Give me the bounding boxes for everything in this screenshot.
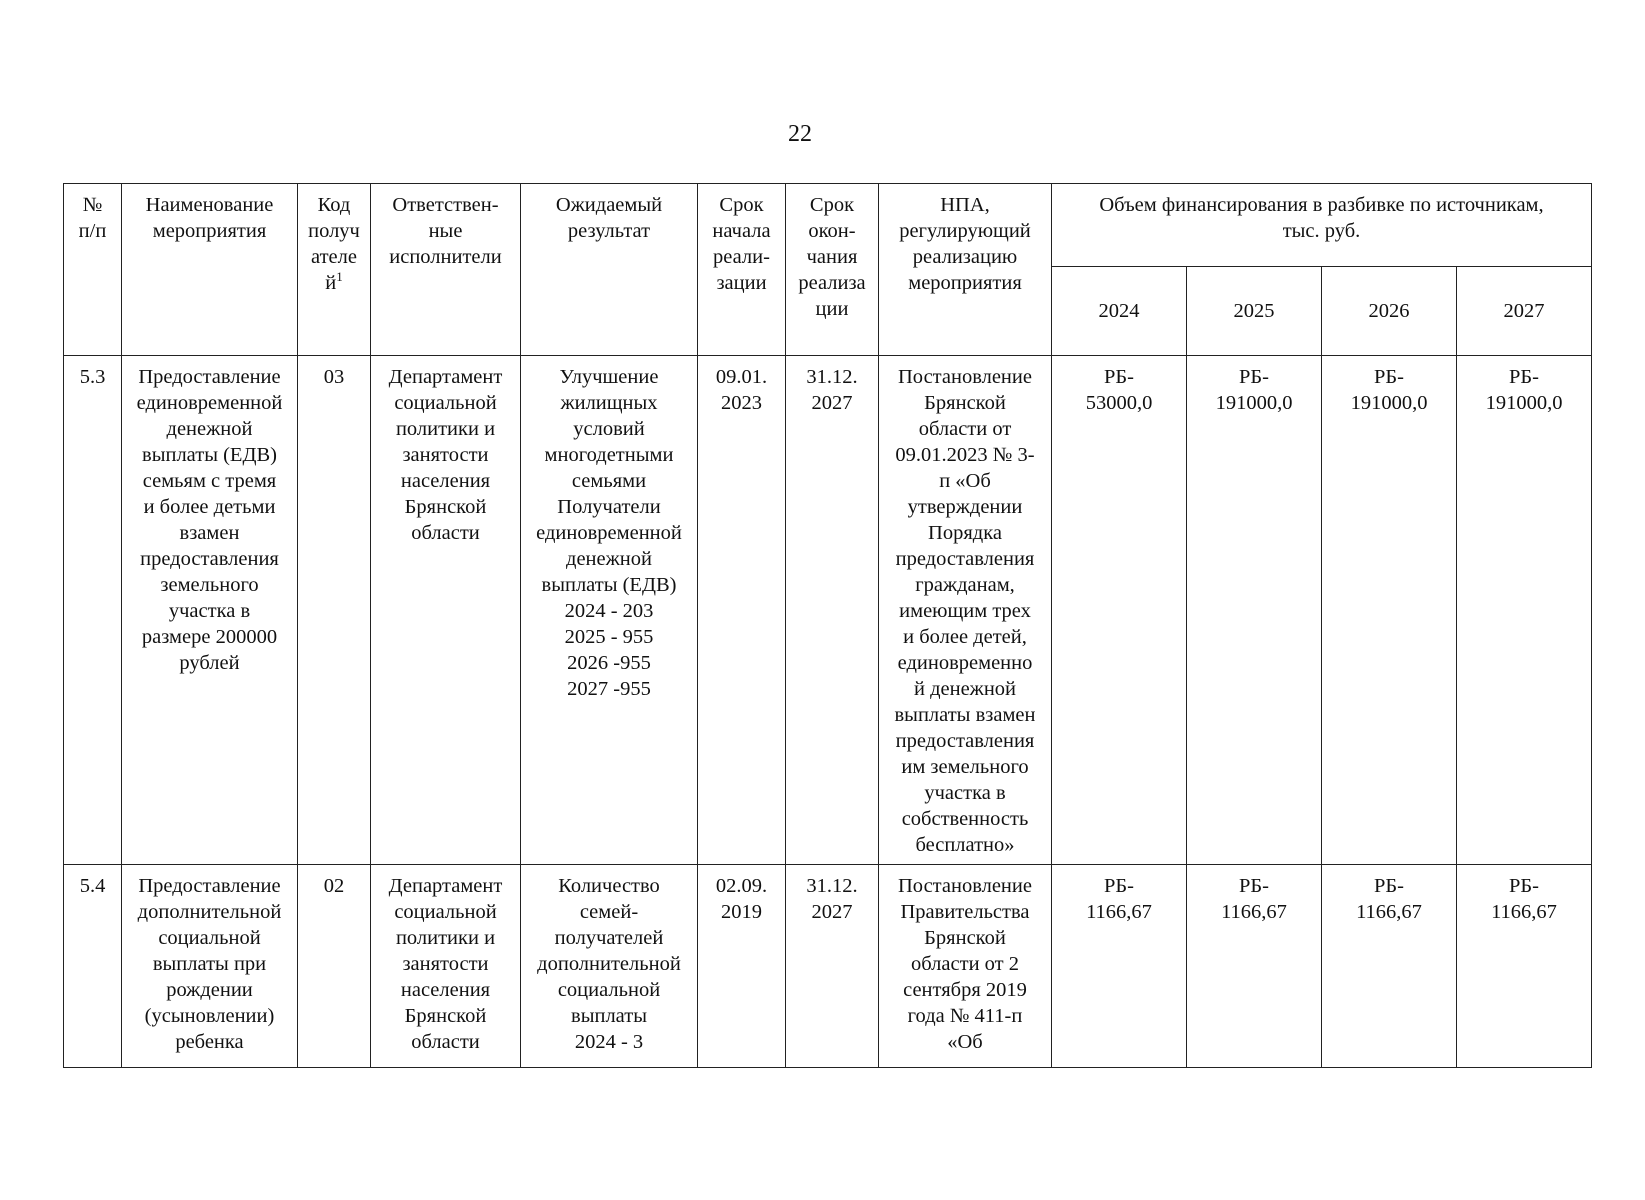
header-year-2026: 2026 bbox=[1322, 267, 1457, 356]
cell-end: 31.12. 2027 bbox=[786, 356, 879, 865]
cell-end: 31.12. 2027 bbox=[786, 865, 879, 1068]
header-funding: Объем финансирования в разбивке по источникам, тыс. руб. bbox=[1052, 184, 1592, 267]
cell-funding-2026: РБ- 1166,67 bbox=[1322, 865, 1457, 1068]
cell-funding-2025: РБ- 191000,0 bbox=[1187, 356, 1322, 865]
header-npa: НПА, регулирующий реализацию мероприятия bbox=[879, 184, 1052, 356]
header-executors: Ответствен- ные исполнители bbox=[371, 184, 521, 356]
cell-funding-2025: РБ- 1166,67 bbox=[1187, 865, 1322, 1068]
header-year-2025: 2025 bbox=[1187, 267, 1322, 356]
header-row bbox=[64, 184, 1592, 267]
cell-funding-2026: РБ- 191000,0 bbox=[1322, 356, 1457, 865]
cell-num: 5.4 bbox=[64, 865, 122, 1068]
header-code bbox=[298, 184, 371, 356]
cell-code: 03 bbox=[298, 356, 371, 865]
cell-code: 02 bbox=[298, 865, 371, 1068]
cell-funding-2024: РБ- 1166,67 bbox=[1052, 865, 1187, 1068]
cell-name: Предоставление дополнительной социальной выплаты при рождении (усыновлении) ребенка bbox=[122, 865, 298, 1068]
activities-table bbox=[63, 183, 1592, 1068]
cell-executors: Департамент социальной политики и занятости населения Брянской области bbox=[371, 865, 521, 1068]
header-year-2024: 2024 bbox=[1052, 267, 1187, 356]
cell-start: 09.01. 2023 bbox=[698, 356, 786, 865]
header-year-2027: 2027 bbox=[1457, 267, 1592, 356]
header-name: Наименование мероприятия bbox=[122, 184, 298, 356]
cell-start: 02.09. 2019 bbox=[698, 865, 786, 1068]
header-code-footnote: 1 bbox=[336, 269, 343, 285]
cell-npa: Постановление Правительства Брянской области от 2 сентября 2019 года № 411-п «Об bbox=[879, 865, 1052, 1068]
cell-executors: Департамент социальной политики и занятости населения Брянской области bbox=[371, 356, 521, 865]
cell-result: Улучшение жилищных условий многодетными семьями Получатели единовременной денежной выплаты (ЕДВ) 2024 - 203 2025 - 955 2026 -955 2027 -955 bbox=[521, 356, 698, 865]
cell-name: Предоставление единовременной денежной выплаты (ЕДВ) семьям с тремя и более детьми взамен предоставления земельного участка в размере 200000 рублей bbox=[122, 356, 298, 865]
cell-num: 5.3 bbox=[64, 356, 122, 865]
header-start: Срок начала реали- зации bbox=[698, 184, 786, 356]
page-number: 22 bbox=[788, 121, 812, 147]
table-row bbox=[64, 356, 1592, 865]
cell-npa: Постановление Брянской области от 09.01.2023 № 3- п «Об утверждении Порядка предоставления гражданам, имеющим трех и более детей, единовременно й денежной выплаты взамен предоставления им земельного участка в собственность бесплатно» bbox=[879, 356, 1052, 865]
header-end: Срок окон- чания реализа ции bbox=[786, 184, 879, 356]
header-num: № п/п bbox=[64, 184, 122, 356]
cell-funding-2027: РБ- 191000,0 bbox=[1457, 356, 1592, 865]
header-code-text: Код получ ателе й bbox=[308, 194, 360, 294]
cell-funding-2027: РБ- 1166,67 bbox=[1457, 865, 1592, 1068]
cell-funding-2024: РБ- 53000,0 bbox=[1052, 356, 1187, 865]
header-result: Ожидаемый результат bbox=[521, 184, 698, 356]
table-row bbox=[64, 865, 1592, 1068]
cell-result: Количество семей- получателей дополнительной социальной выплаты 2024 - 3 bbox=[521, 865, 698, 1068]
